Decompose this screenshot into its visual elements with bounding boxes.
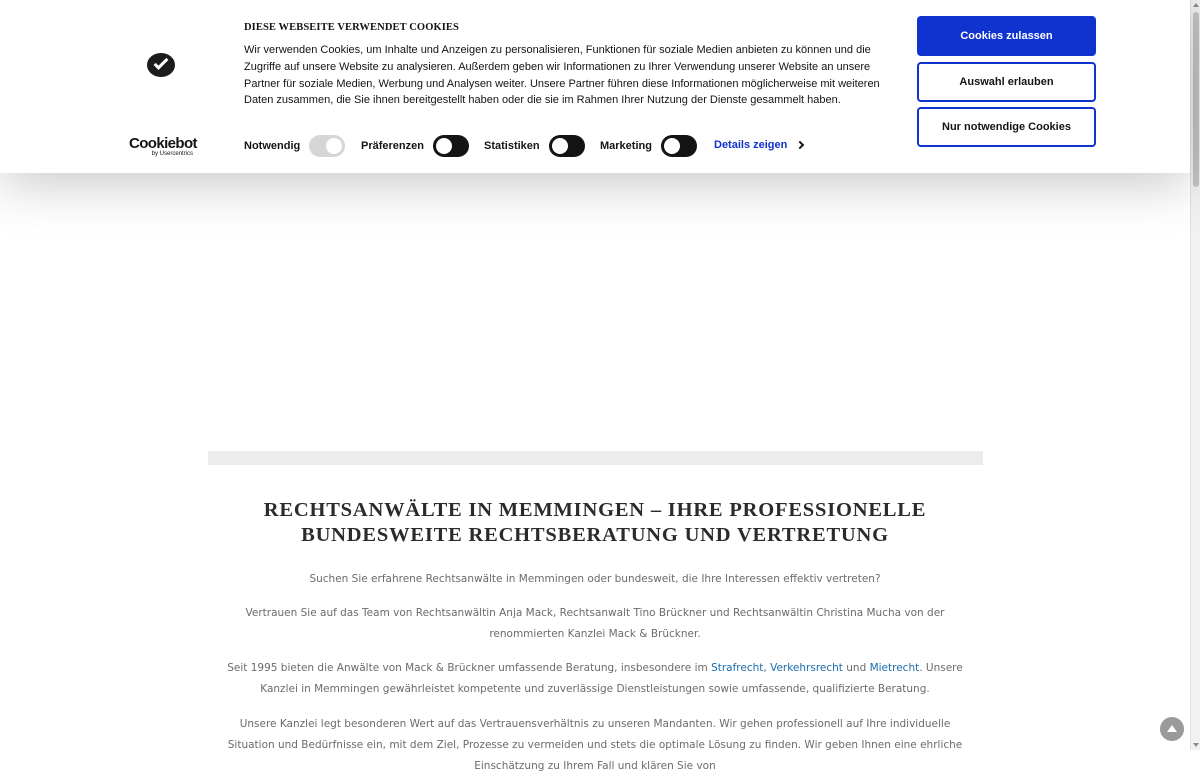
toggle-necessary-label: Notwendig (244, 140, 301, 152)
page-scrollbar[interactable] (1190, 0, 1200, 750)
toggle-marketing-label: Marketing (600, 140, 652, 152)
details-link-label: Details zeigen (714, 139, 788, 151)
paragraph-3-separator-2: und (842, 662, 870, 674)
back-to-top-button[interactable] (1160, 717, 1184, 741)
link-mietrecht[interactable]: Mietrecht (869, 662, 920, 674)
cookie-banner-text: Wir verwenden Cookies, um Inhalte und Anzeigen zu personalisieren, Funktionen für soziale Medien anbieten zu können und die Zugriffe auf unsere Website zu analysieren. Außerdem geben wir Informationen zu Ihrer Verwendung unserer Website an unsere Partner für soziale Medien, Werbung und Analysen weiter. Unsere Partner führen diese Informationen möglicherweise mit weiteren Daten zusammen, die Sie ihnen bereitgestellt haben oder die sie im Rahmen Ihrer Nutzung der Dienste gesammelt haben. (244, 44, 880, 107)
toggle-necessary (244, 134, 345, 158)
toggle-preferences-label: Präferenzen (361, 140, 424, 152)
allow-selection-button[interactable]: Auswahl erlauben (917, 62, 1096, 102)
intro-paragraph-2: Vertrauen Sie auf das Team von Rechtsanwältin Anja Mack, Rechtsanwalt Tino Brückner und Rechtsanwältin Christina Mucha von der renommierten Kanzlei Mack & Brückner. (245, 607, 945, 640)
paragraph-3-text-before: Seit 1995 bieten die Anwälte von Mack & Brückner umfassende Beratung, insbesondere im (227, 662, 712, 674)
scroll-up-arrow-icon[interactable] (1193, 3, 1199, 7)
chevron-right-icon (796, 141, 804, 149)
allow-all-cookies-button[interactable]: Cookies zulassen (917, 16, 1096, 56)
cookiebot-logo-name: Cookiebot (129, 135, 197, 152)
paragraph-3-text-after: . Unsere Kanzlei in Memmingen gewährleistet kompetente und zuverlässige Dienstleistungen sowie umfassende, qualifizierte Beratung. (260, 662, 963, 695)
link-strafrecht[interactable]: Strafrecht (711, 662, 764, 674)
toggle-preferences (361, 134, 469, 158)
link-verkehrsrecht[interactable]: Verkehrsrecht (770, 662, 843, 674)
intro-paragraph-3 (215, 658, 975, 700)
cookie-banner-title: DIESE WEBSEITE VERWENDET COOKIES (244, 22, 459, 33)
toggle-preferences-switch[interactable] (433, 135, 469, 157)
paragraph-3-separator-1: , (763, 662, 771, 674)
consent-toggles (244, 134, 844, 158)
details-link[interactable] (714, 139, 803, 151)
scroll-down-arrow-icon[interactable] (1193, 743, 1199, 747)
toggle-marketing (600, 134, 697, 158)
toggle-necessary-switch (309, 135, 345, 157)
intro-paragraph-4: Unsere Kanzlei legt besonderen Wert auf das Vertrauensverhältnis zu unseren Mandanten. Wir gehen professionell auf Ihre individuelle Situation und Bedürfnisse ein, mit dem Ziel, Prozesse zu vermeiden und stets die optimale Lösung zu finden. Wir geben Ihnen eine ehrliche Einschätzung zu Ihrem Fall und klären Sie von (227, 718, 963, 772)
cookiebot-logo-sub: by Usercentrics (151, 151, 193, 157)
intro-paragraph-1: Suchen Sie erfahrene Rechtsanwälte in Memmingen oder bundesweit, die Ihre Interessen effektiv vertreten? (309, 573, 881, 585)
hero-image-placeholder (208, 451, 983, 465)
cookiebot-logo (129, 136, 195, 158)
cookiebot-check-icon (147, 53, 175, 77)
toggle-marketing-switch[interactable] (661, 135, 697, 157)
page-title: RECHTSANWÄLTE IN MEMMINGEN – IHRE PROFESSIONELLE BUNDESWEITE RECHTSBERATUNG UND VERTRETUNG (263, 499, 927, 546)
toggle-statistics-label: Statistiken (484, 140, 540, 152)
necessary-only-button[interactable]: Nur notwendige Cookies (917, 107, 1096, 147)
toggle-statistics-switch[interactable] (549, 135, 585, 157)
scrollbar-thumb[interactable] (1193, 12, 1199, 187)
toggle-statistics (484, 134, 585, 158)
cookie-consent-banner (0, 0, 1190, 173)
arrow-up-icon (1167, 725, 1177, 732)
